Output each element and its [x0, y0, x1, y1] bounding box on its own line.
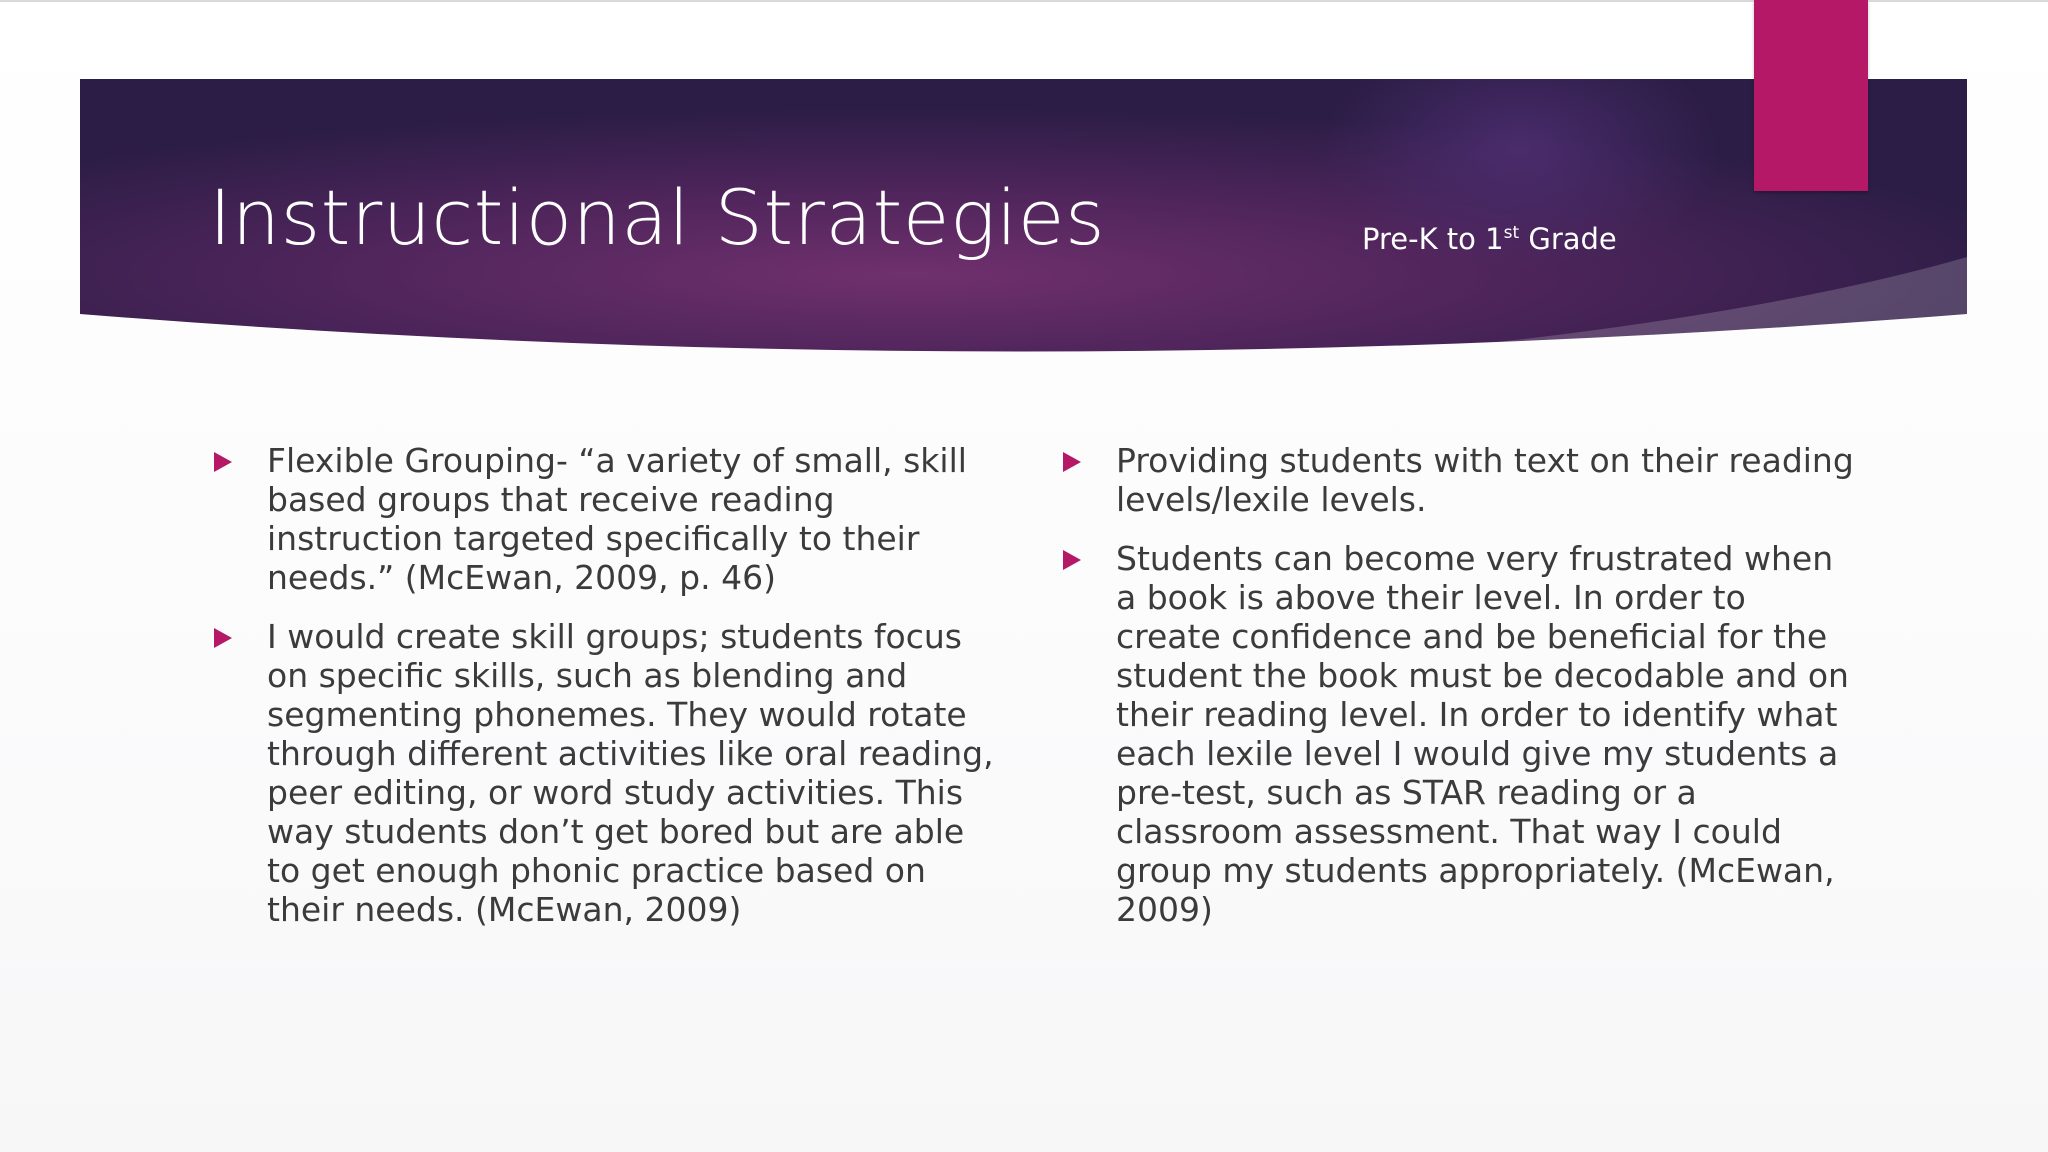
right-column — [1054, 441, 1854, 949]
bullet-text: Flexible Grouping- “a variety of small, skill based groups that receive reading instruction targeted specifically to their needs.” (McEwan, 2009, p. 46) — [267, 441, 967, 597]
triangle-right-icon — [1063, 550, 1081, 570]
subtitle-suffix: Grade — [1519, 222, 1617, 256]
bullet-text: I would create skill groups; students focus on specific skills, such as blending and segmenting phonemes. They would rotate through different activities like oral reading, peer editing, or word study activities. This way students don’t get bored but are able to get enough phonic practice based on their needs. (McEwan, 2009) — [267, 617, 994, 929]
triangle-right-icon — [214, 452, 232, 472]
slide-title: Instructional Strategies — [209, 173, 1106, 262]
triangle-right-icon — [214, 628, 232, 648]
slide-subtitle — [1362, 222, 1617, 257]
bullet-item — [205, 441, 1005, 597]
bullet-item — [1054, 539, 1854, 929]
subtitle-prefix: Pre-K to 1 — [1362, 222, 1504, 256]
bullet-text: Providing students with text on their reading levels/lexile levels. — [1116, 441, 1854, 519]
bullet-item — [205, 617, 1005, 929]
bullet-item — [1054, 441, 1854, 519]
top-divider — [0, 0, 2048, 2]
left-column — [205, 441, 1005, 949]
triangle-right-icon — [1063, 452, 1081, 472]
subtitle-superscript: st — [1503, 223, 1520, 243]
bullet-text: Students can become very frustrated when a book is above their level. In order to create confidence and be beneficial for the student the book must be decodable and on their reading level. In order to identify what each lexile level I would give my students a pre-test, such as STAR reading or a classroom assessment. That way I could group my students appropriately. (McEwan, 2009) — [1116, 539, 1849, 929]
accent-tab — [1754, 0, 1868, 191]
